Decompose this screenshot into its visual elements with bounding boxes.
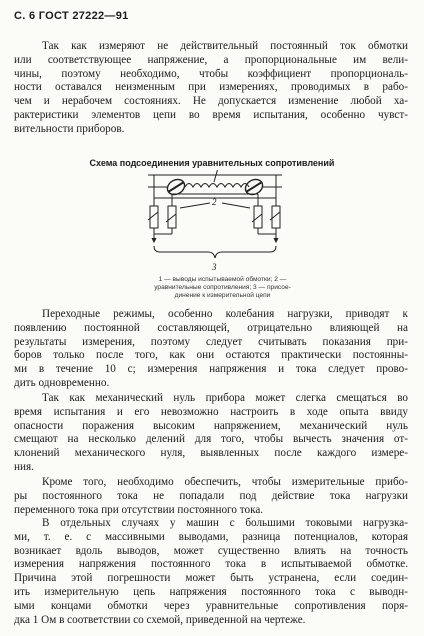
para5-line: Причина этой погрешности может быть устранена, если соедин- — [14, 572, 408, 585]
para1-line: Так как измеряют не действительный постоянный ток обмотки — [42, 40, 408, 52]
para5-line: ми, т. е. с массивными выводами, разница потенциалов, которая — [14, 530, 408, 543]
paragraph-ac-current — [14, 476, 408, 517]
paragraph-transient-modes — [14, 308, 408, 391]
para1-line: чем и нерабочем состояниях. Не допускается изменение любой ха- — [14, 95, 408, 108]
para5-line: ыми концами обмотки через уравнительные сопротивления поря- — [14, 599, 408, 612]
para1-line: ности оставался неизменным при измерениях, проводимых в рабо- — [14, 81, 408, 94]
para3-line: ния. — [14, 460, 34, 473]
para1-line: рактеристики элементов цепи во время испытания, особенно чувст- — [14, 108, 408, 121]
para5-line: ить измерительную цепь напряжения постоянного тока с выводн- — [14, 585, 408, 598]
para5-line: В отдельных случаях у машин с большими токовыми нагрузка- — [42, 517, 408, 529]
para3-line: опасности поражения высоким напряжением, механический нуль — [14, 419, 408, 432]
caption-line: 1 — выводы испытываемой обмотки; 2 — — [158, 276, 287, 283]
para1-line: чины, поэтому необходимо, чтобы коэффициент пропорциональ- — [14, 67, 408, 80]
caption-line: динение к измерительной цепи — [174, 292, 271, 300]
para2-line: появлению постоянной составляющей, отрицательно влияющей на — [14, 321, 408, 334]
para1-line: вительности приборов. — [14, 122, 125, 135]
para2-line: боров только после того, как они остаются практически постоянны- — [14, 349, 408, 362]
para2-line: результаты измерения, поэтому следует считывать показания при- — [14, 335, 408, 348]
para4-line: Кроме того, необходимо обеспечить, чтобы измерительные прибо- — [42, 476, 408, 488]
figure-label-2: 2 — [212, 197, 217, 207]
para2-line: Переходные режимы, особенно колебания нагрузки, приводят к — [42, 308, 408, 320]
para2-line: дить одновременно. — [14, 376, 110, 389]
para5-line: измерения напряжения постоянного тока в испытываемой обмотке. — [14, 558, 408, 571]
paragraph-massive-leads — [14, 517, 408, 627]
para3-line: смещают на несколько делений для того, чтобы вычесть значения от- — [14, 433, 408, 446]
para3-line: Так как механический нуль прибора может слегка смещаться во — [42, 392, 408, 404]
figure-label-3: 3 — [212, 262, 217, 272]
para2-line: ми в течение 10 с; измерения напряжения и тока следует прово- — [14, 363, 408, 376]
paragraph-mechanical-zero — [14, 392, 408, 475]
para1-line: или соответствующее напряжение, а пропорциональные им вели- — [14, 53, 408, 66]
para3-line: время испытания и его невозможно настроить в ходе опыта ввиду — [14, 405, 408, 418]
figure-caption — [140, 276, 305, 301]
para5-line: дка 1 Ом в соответствии со схемой, приведенной на чертеже. — [14, 613, 306, 626]
caption-line: уравнительные сопротивления; 3 — присое- — [154, 284, 291, 292]
para4-line: ры постоянного тока не попадали под действие тока нагрузки — [14, 489, 408, 502]
para3-line: клонений механического нуля, выявленных после каждого измере- — [14, 447, 408, 460]
para5-line: возникает вдоль выводов, может существенно влиять на точность — [14, 544, 408, 557]
schema-title: Схема подсоединения уравнительных сопротивлений — [89, 158, 335, 168]
para4-line: переменного тока при отсутствии постоянного тока. — [14, 503, 264, 516]
connection-schema-diagram — [130, 170, 300, 274]
page-header: С. 6 ГОСТ 27222—91 — [14, 10, 129, 22]
paragraph-measurement-coefficient — [14, 40, 408, 137]
